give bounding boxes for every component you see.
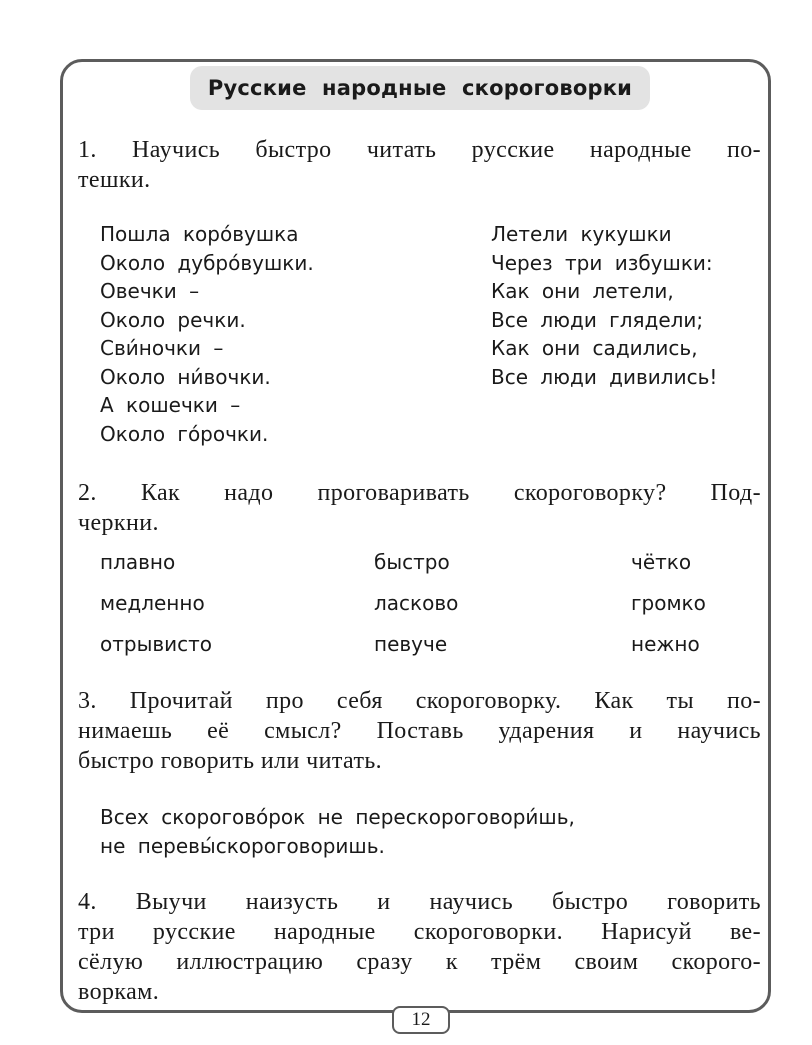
word-option: плавно [100,550,176,574]
poem-line: Около речки. [100,307,246,332]
poem-line: Около дубро́вушки. [100,250,314,275]
poem-line: Пошла коро́вушка [100,222,299,246]
task-1 [78,135,761,195]
task-line: 2. Как надо проговаривать скороговорку? Под- [78,480,761,506]
task-line: 4. Выучи наизусть и научись быстро говорить [78,889,761,915]
page-number: 12 [411,1009,431,1030]
task-line: нимаешь её смысл? Поставь ударения и научись [78,718,761,744]
tongue-twister-line: не перевы́скороговоришь. [100,834,385,858]
word-option: быстро [374,550,450,574]
poem-line: Все люди дивились! [491,364,718,389]
page-title: Русские народные скороговорки [207,76,633,100]
word-option: нежно [631,632,700,656]
word-option: громко [631,591,706,615]
task-line: черкни. [78,510,159,536]
word-option: отрывисто [100,632,213,656]
poem-right [491,220,717,391]
task-line: 1. Научись быстро читать русские народные по- [78,137,761,163]
poem-line: Как они летели, [491,279,674,303]
word-option: чётко [631,550,692,574]
task-4 [78,887,761,1007]
task-3 [78,686,761,776]
task-line: тешки. [78,167,151,193]
poem-line: Около ни́вочки. [100,364,271,389]
word-option: певуче [374,632,448,656]
task-line: три русские народные скороговорки. Нарисуй ве- [78,919,761,945]
poem-left [100,220,314,448]
task-line: воркам. [78,979,160,1005]
word-option: ласково [374,591,459,615]
task-line: быстро говорить или читать. [78,748,383,774]
word-option: медленно [100,591,205,615]
title-banner [190,66,650,110]
poem-line: Через три избушки: [491,250,713,275]
poem-line: Около го́рочки. [100,421,269,446]
poem-line: Овечки – [100,279,200,303]
poem-line: Летели кукушки [491,222,672,246]
task-2 [78,478,761,538]
page-number-badge [392,1006,450,1034]
task-line: 3. Прочитай про себя скороговорку. Как ты по- [78,688,761,714]
tongue-twister-line: Всех скорогово́рок не перескороговори́шь, [100,805,575,829]
poem-line: Все люди глядели; [491,307,704,332]
tongue-twister [100,803,575,861]
task-line: сёлую иллюстрацию сразу к трём своим скорого- [78,949,761,975]
poem-line: А кошечки – [100,393,241,417]
poem-line: Сви́ночки – [100,336,224,360]
poem-line: Как они садились, [491,336,698,360]
